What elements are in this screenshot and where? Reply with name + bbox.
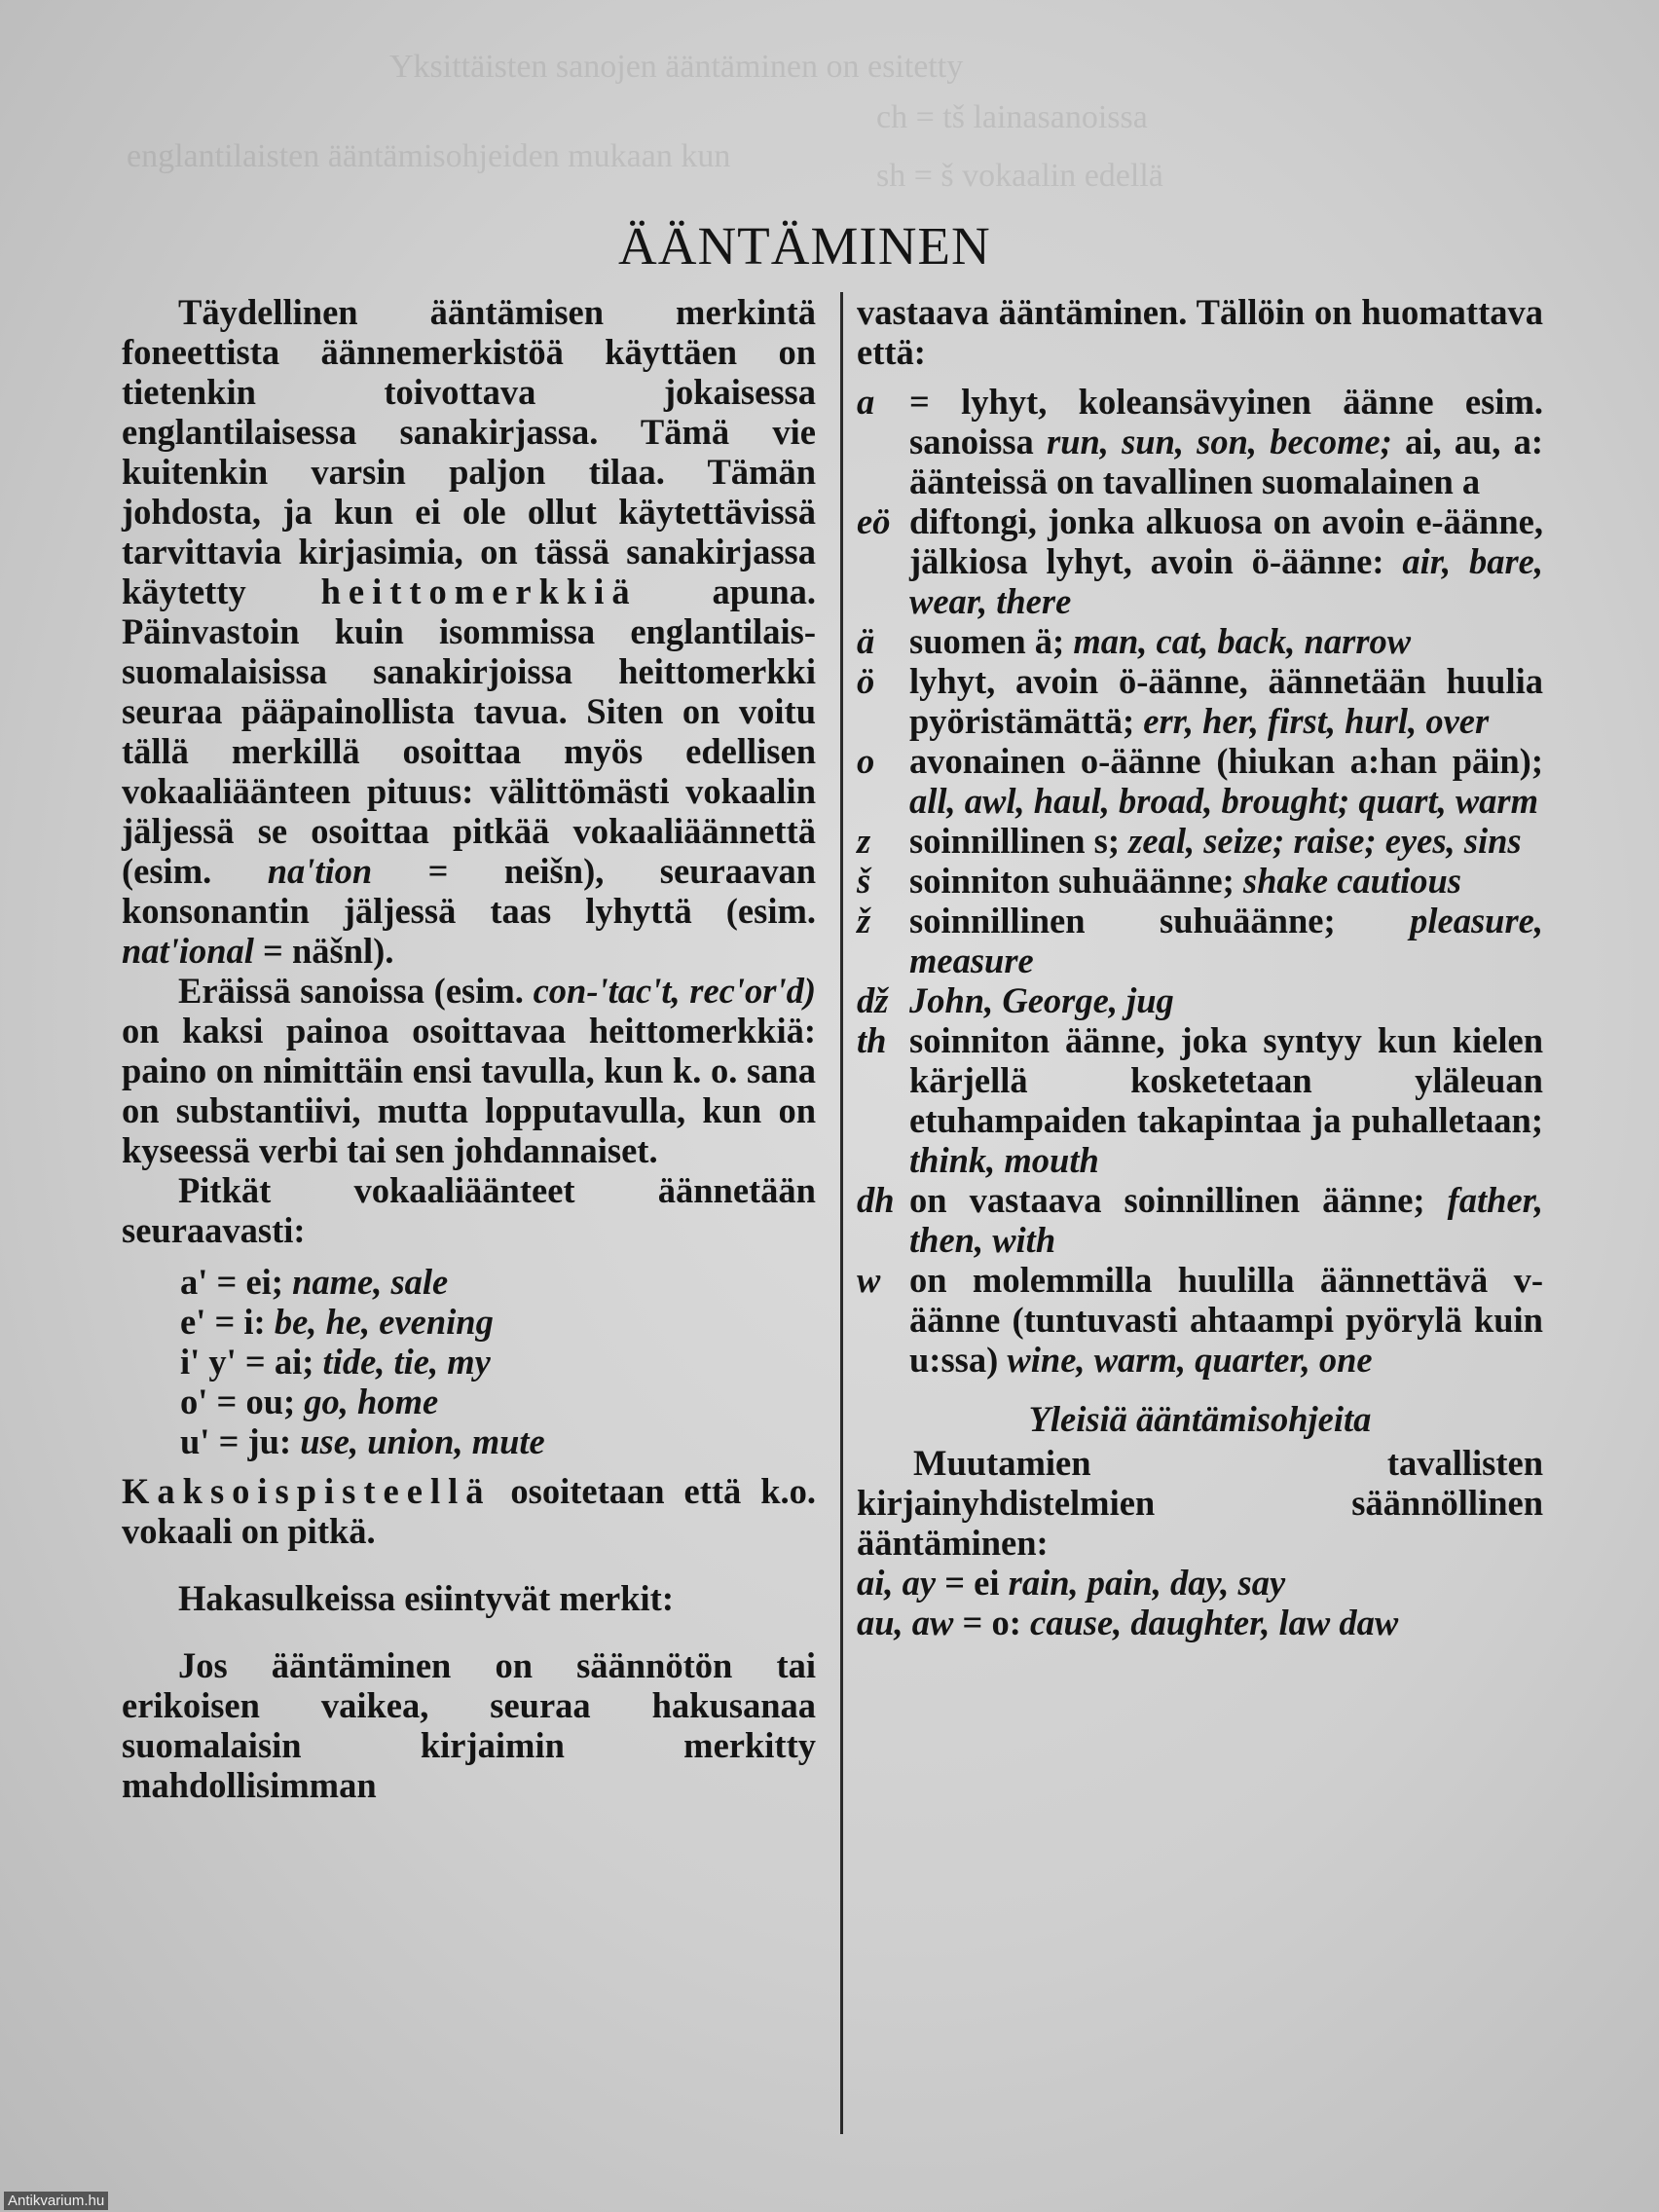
vowel-item: o' = ou; go, home	[180, 1382, 439, 1421]
bleed-through-text: ch = tš lainasanoissa	[876, 99, 1148, 135]
symbol-entry: eö diftongi, jonka alkuosa on avoin e-äänne, jälkiosa lyhyt, avoin ö-äänne: air, bare, wear, there	[857, 501, 1543, 621]
paragraph-general: Muutamien tavallisten kirjainyhdistelmien säännöllinen ääntäminen:	[857, 1443, 1543, 1563]
rule-entry: au, aw = o: cause, daughter, law daw	[857, 1603, 1399, 1642]
column-divider	[840, 292, 843, 2134]
symbol-entry: w on molemmilla huulilla äännettävä v-äänne (tuntuvasti ahtaampi pyörylä kuin u:ssa) wine, warm, quarter, one	[857, 1260, 1543, 1380]
paragraph-brackets: Hakasulkeissa esiintyvät merkit:	[178, 1578, 674, 1618]
page-title: ÄÄNTÄMINEN	[618, 215, 991, 276]
symbol-list	[857, 382, 1543, 1380]
paragraph-continued: vastaava ääntäminen. Tällöin on huomattava että:	[857, 292, 1543, 372]
vowel-item: i' y' = ai; tide, tie, my	[180, 1342, 491, 1382]
symbol-entry: ö lyhyt, avoin ö-äänne, äännetään huulia pyöristämättä; err, her, first, hurl, over	[857, 661, 1543, 741]
bleed-through-text: sh = š vokaalin edellä	[876, 158, 1163, 194]
paragraph-double-stress: Eräissä sanoissa (esim. con-'tac't, rec'or'd) on kaksi painoa osoittavaa heittomerkkiä: paino on nimittäin ensi tavulla, kun k. o. sana on substantiivi, mutta lopputavulla, kun on kyseessä verbi tai sen johdannaiset.	[122, 971, 816, 1170]
symbol-entry: o avonainen o-äänne (hiukan a:han päin); all, awl, haul, broad, brought; quart, warm	[857, 741, 1543, 821]
symbol-entry: dh on vastaava soinnillinen äänne; father, then, with	[857, 1180, 1544, 1260]
paragraph-intro: Täydellinen ääntämisen merkintä foneettista äännemerkistöä käyttäen on tietenkin toivottava jokaisessa englantilaisessa sanakirjassa. Tämä vie kuitenkin varsin paljon tilaa. Tämän johdosta, ja kun ei ole ollut käytettävissä tarvittavia kirjasimia, on tässä sanakirjassa käytetty heittomerkkiä apuna. Päinvastoin kuin isommissa englantilais-suomalaisissa sanakirjoissa heittomerkki seuraa pääpainollista tavua. Siten on voitu tällä merkillä osoittaa myös edellisen vokaaliäänteen pituus: välittömästi vokaalin jäljessä se osoittaa pitkää vokaaliäännettä (esim. na'tion = neišn), seuraavan konsonantin jäljessä taas lyhyttä (esim. nat'ional = näšnl).	[122, 292, 816, 971]
bleed-through-text: englantilaisten ääntämisohjeiden mukaan kun	[127, 138, 731, 174]
vowel-item: u' = ju: use, union, mute	[180, 1421, 545, 1461]
rule-list	[857, 1563, 1543, 1642]
symbol-entry: z soinnillinen s; zeal, seize; raise; eyes, sins	[857, 821, 1522, 861]
vowel-item: a' = ei; name, sale	[180, 1262, 449, 1302]
left-column	[122, 292, 816, 1805]
symbol-entry: ž soinnillinen suhuäänne; pleasure, measure	[857, 901, 1543, 980]
rule-entry: ai, ay = ei rain, pain, day, say	[857, 1563, 1286, 1603]
bleed-through-text: Yksittäisten sanojen ääntäminen on esitetty	[389, 49, 964, 85]
symbol-entry: dž John, George, jug	[857, 980, 1174, 1020]
paragraph-irregular: Jos ääntäminen on säännötön tai erikoisen vaikea, seuraa hakusanaa suomalaisin kirjaimin merkitty mahdollisimman	[122, 1645, 816, 1805]
source-watermark: Antikvarium.hu	[4, 2192, 108, 2210]
paragraph-long-vowels: Pitkät vokaaliäänteet äännetään seuraavasti:	[122, 1170, 816, 1250]
symbol-entry: š soinniton suhuäänne; shake cautious	[857, 861, 1461, 901]
section-subheading: Yleisiä ääntämisohjeita	[1028, 1399, 1372, 1439]
right-column	[857, 292, 1543, 1642]
vowel-list	[180, 1262, 816, 1461]
paragraph-colon: Kaksoispisteellä osoitetaan että k.o. vokaali on pitkä.	[122, 1471, 817, 1551]
symbol-entry: th soinniton äänne, joka syntyy kun kielen kärjellä kosketetaan yläleuan etuhampaiden takapintaa ja puhalletaan; think, mouth	[857, 1020, 1543, 1180]
vowel-item: e' = i: be, he, evening	[180, 1302, 494, 1342]
symbol-entry: a = lyhyt, koleansävyinen äänne esim. sanoissa run, sun, son, become; ai, au, a: äänteissä on tavallinen suomalainen a	[857, 382, 1543, 501]
symbol-entry: ä suomen ä; man, cat, back, narrow	[857, 621, 1412, 661]
